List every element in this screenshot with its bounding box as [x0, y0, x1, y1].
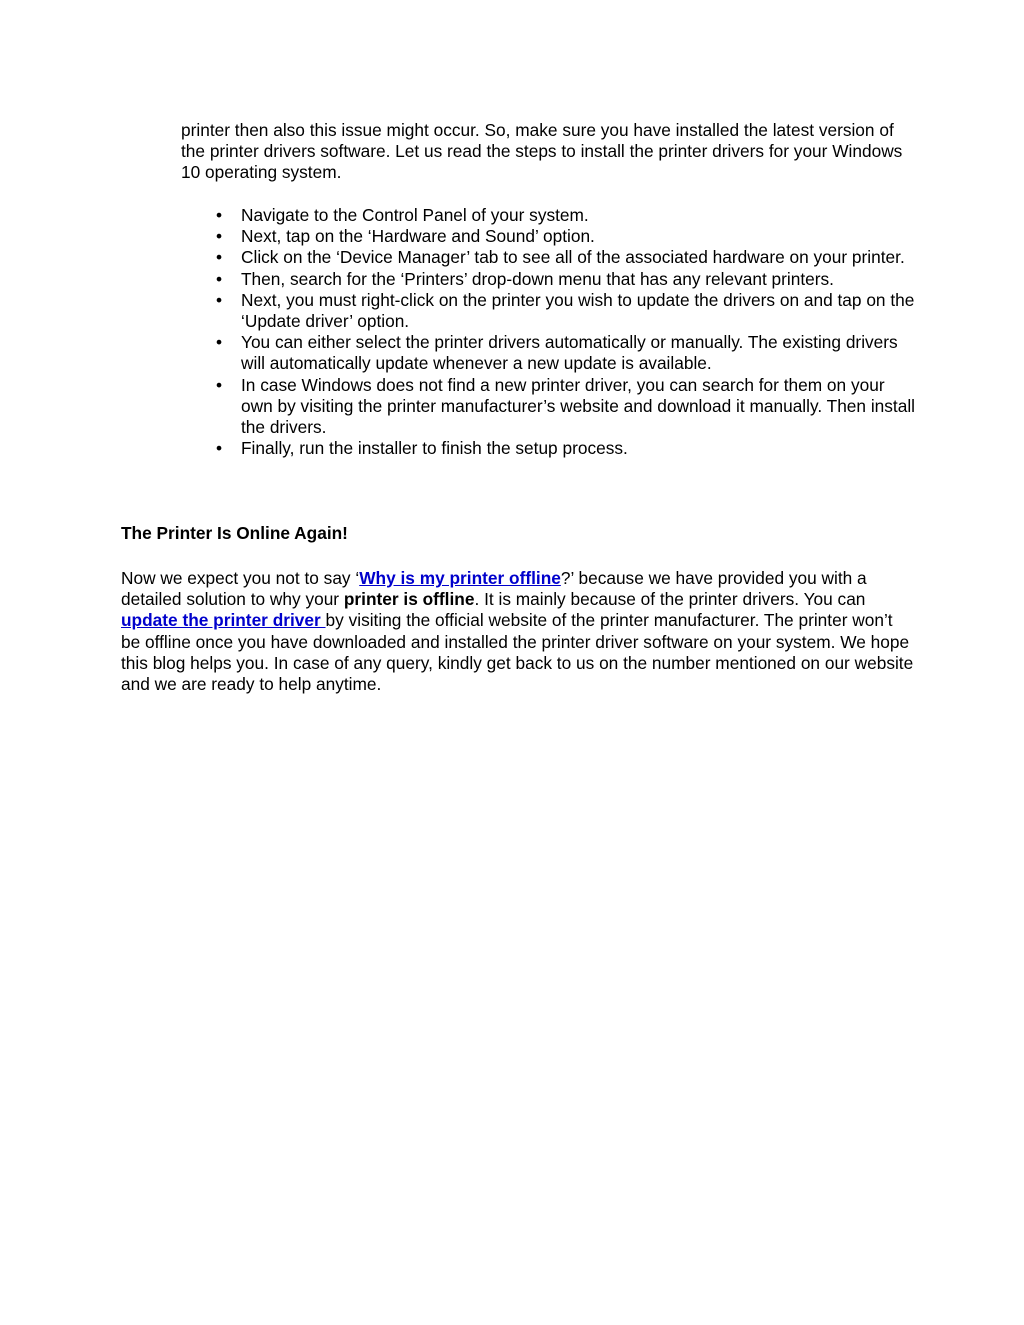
list-item	[215, 268, 916, 290]
list-item	[215, 374, 916, 439]
closing-text-1: Now we expect you not to say ‘	[121, 568, 360, 588]
closing-text-2: ?’ because we have provided you with a detailed solution to why your	[121, 568, 867, 610]
list-item	[215, 438, 916, 459]
bullet-icon: •	[215, 247, 223, 268]
step-text: Navigate to the Control Panel of your system.	[241, 205, 589, 225]
printer-is-offline-bold: printer is offline	[343, 589, 475, 610]
step-text: You can either select the printer drivers automatically or manually. The existing drivers will automatically update whenever a new update is available.	[241, 332, 898, 374]
bullet-icon: •	[215, 374, 223, 395]
closing-text-3: . It is mainly because of the printer drivers. You can	[474, 589, 866, 610]
list-item	[215, 226, 916, 247]
step-text: In case Windows does not find a new printer driver, you can search for them on your own by visiting the printer manufacturer’s website and download it manually. Then install the drivers.	[241, 374, 916, 438]
bullet-icon: •	[215, 438, 223, 459]
bullet-icon: •	[215, 226, 223, 247]
closing-paragraph	[121, 568, 916, 695]
update-printer-driver-link[interactable]: update the printer driver	[121, 610, 326, 631]
step-text: Then, search for the ‘Printers’ drop-down menu that has any relevant printers.	[241, 268, 834, 289]
list-item	[215, 247, 916, 268]
intro-paragraph: printer then also this issue might occur. So, make sure you have installed the latest version of the printer drivers software. Let us read the steps to install the printer drivers for your Windows 10 operating system.	[181, 120, 903, 183]
list-item	[215, 289, 916, 332]
list-item	[215, 332, 916, 374]
why-is-my-printer-offline-link[interactable]: Why is my printer offline	[359, 568, 561, 588]
step-text: Click on the ‘Device Manager’ tab to see all of the associated hardware on your printer.	[241, 247, 905, 268]
bullet-icon: •	[215, 289, 223, 310]
steps-list	[215, 205, 916, 459]
bullet-icon: •	[215, 205, 223, 225]
list-item	[215, 205, 916, 226]
step-text: Next, you must right-click on the printer you wish to update the drivers on and tap on the ‘Update driver’ option.	[241, 289, 915, 332]
closing-text-4: by visiting the official website of the printer manufacturer. The printer won’t be offline once you have downloaded and installed the printer driver software on your system. We hope this blog helps you. In case of any query, kindly get back to us on the number mentioned on our website and we are ready to help anytime.	[121, 610, 914, 695]
bullet-icon: •	[215, 332, 223, 353]
bullet-icon: •	[215, 268, 223, 289]
step-text: Finally, run the installer to finish the setup process.	[241, 438, 628, 459]
section-heading: The Printer Is Online Again!	[121, 523, 348, 543]
step-text: Next, tap on the ‘Hardware and Sound’ option.	[241, 226, 595, 247]
